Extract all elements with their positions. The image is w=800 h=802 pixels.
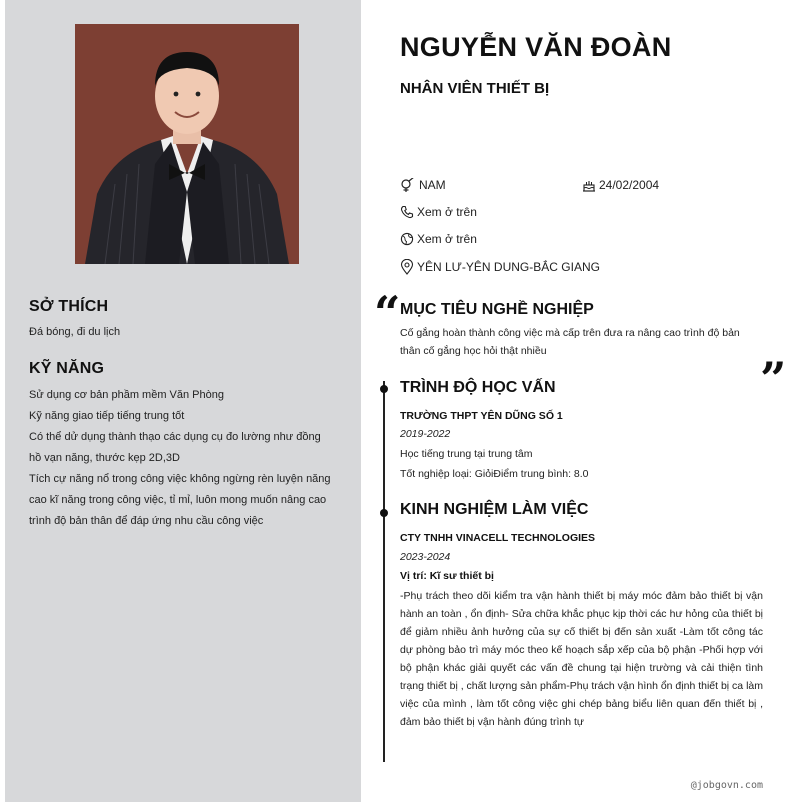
skill-line: cao kĩ năng trong công việc, tỉ mỉ, luôn mong muốn nâng cao <box>29 494 327 506</box>
globe-icon <box>400 232 414 246</box>
address-info <box>400 259 600 275</box>
gender-icon <box>400 178 416 192</box>
profile-photo-illustration <box>75 24 299 264</box>
phone-info <box>400 205 477 219</box>
experience-company: CTY TNHH VINACELL TECHNOLOGIES <box>400 532 596 544</box>
skill-line: Kỹ năng giao tiếp tiếng trung tốt <box>29 410 185 422</box>
experience-period: 2023-2024 <box>400 551 451 563</box>
education-line: Học tiếng trung tại trung tâm <box>400 448 533 460</box>
skill-line: Có thể dử dụng thành thạo các dụng cụ đo lường như đồng <box>29 431 321 443</box>
education-title: TRÌNH ĐỘ HỌC VẤN <box>400 379 556 396</box>
skill-line: hồ vạn năng, thước kẹp 2D,3D <box>29 452 180 464</box>
job-title: NHÂN VIÊN THIẾT BỊ <box>400 80 550 97</box>
experience-position: Vị trí: Kĩ sư thiết bị <box>400 570 494 582</box>
objective-title: MỤC TIÊU NGHỀ NGHIỆP <box>400 301 594 318</box>
objective-text: Cố gắng hoàn thành công việc mà cấp trên đưa ra nâng cao trình độ bản thân cố gắng học hỏi thật nhiều <box>400 327 740 357</box>
quote-open-icon: “ <box>374 286 401 340</box>
experience-title: KINH NGHIỆM LÀM VIỆC <box>400 501 589 518</box>
hobbies-title: SỞ THÍCH <box>29 298 109 315</box>
phone-icon <box>400 205 414 219</box>
hobbies-text: Đá bóng, đi du lịch <box>29 326 121 338</box>
education-school: TRƯỜNG THPT YÊN DŨNG SỐ 1 <box>400 410 563 422</box>
skills-list <box>29 385 335 532</box>
education-line: Tốt nghiệp loại: GiỏiĐiểm trung bình: 8.0 <box>400 468 589 480</box>
experience-description: -Phụ trách theo dõi kiểm tra vận hành thiết bị máy móc đảm bảo thiết bị vận hành an toàn , ổn định- Sửa chữa khắc phục kịp thời các hư hỏng của thiết bị để giảm nhiều ảnh hưởng của sự cố thiết bị đến sản xuất -Làm tốt công tác dự phòng bảo trì máy móc theo kế hoạch sắp xếp của bộ phận -Phối hợp với bộ phận khác giải quyết các vấn đề chung tại hiện trường và cải thiện tình trạng thiết bị , chất lượng sản phẩm-Phụ trách vận hình ổn định thiết bị ca làm việc của mình , làm tốt công việc ghi chép bảng biểu liên quan đến thiết bị , đảm bảo thiết bị vận hành đúng trình tự <box>400 590 763 728</box>
candidate-name: NGUYỄN VĂN ĐOÀN <box>400 32 672 62</box>
website-info <box>400 232 477 246</box>
gender-value: NAM <box>419 178 446 192</box>
quote-close-icon: ” <box>760 352 787 406</box>
cake-icon <box>582 178 596 192</box>
education-period: 2019-2022 <box>400 428 451 440</box>
skill-line: Tích cự năng nổ trong công việc không ngừng rèn luyện năng <box>29 473 331 485</box>
birthday-info <box>582 178 659 192</box>
website-value: Xem ở trên <box>417 232 477 246</box>
phone-value: Xem ở trên <box>417 205 477 219</box>
birthday-value: 24/02/2004 <box>599 178 660 192</box>
watermark-footer: @jobgovn.com <box>690 780 763 791</box>
timeline-line <box>383 381 385 762</box>
address-value: YÊN LƯ-YÊN DUNG-BẮC GIANG <box>417 260 600 274</box>
left-sidebar <box>5 0 361 802</box>
skills-title: KỸ NĂNG <box>29 360 105 377</box>
profile-photo <box>75 24 299 264</box>
gender-info <box>400 178 446 192</box>
skill-line: trình độ bản thân để đáp ứng nhu cầu công việc <box>29 515 264 527</box>
timeline-dot <box>380 509 388 517</box>
location-pin-icon <box>400 259 414 275</box>
skill-line: Sử dụng cơ bản phầm mềm Văn Phòng <box>29 389 224 401</box>
timeline-dot <box>380 385 388 393</box>
